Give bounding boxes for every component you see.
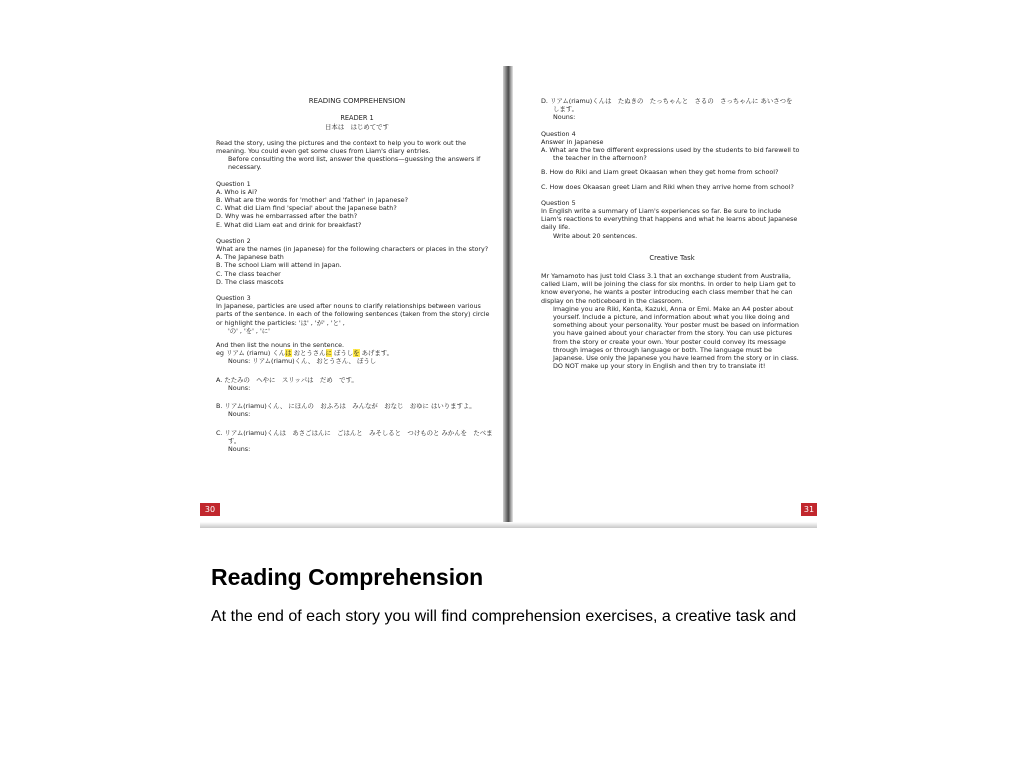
- question-2-item: C. The class teacher: [216, 269, 281, 278]
- question-1-item: C. What did Liam find 'special' about the Japanese bath?: [216, 204, 397, 213]
- sentence-a-nouns: Nouns:: [228, 383, 251, 392]
- question-4-item: C. How does Okaasan greet Liam and Riki when they arrive home from school?: [541, 182, 794, 191]
- sentence-d-nouns: Nouns:: [553, 113, 576, 122]
- page-number-right: 31: [801, 503, 817, 516]
- question-4: [541, 130, 803, 191]
- creative-task-title: Creative Task: [649, 253, 695, 262]
- sentence-c-nouns: Nouns:: [228, 444, 251, 453]
- question-5-title: Question 5: [541, 198, 576, 207]
- example-mid: おとうさん: [291, 349, 326, 358]
- left-page: [216, 66, 498, 528]
- question-1-item: D. Why was he embarrassed after the bath?: [216, 212, 358, 221]
- question-5-text: In English write a summary of Liam's experiences so far. Be sure to include Liam's reactions to everything that happens and what he learns about Japanese daily life.: [541, 207, 798, 232]
- question-3-prompt: In Japanese, particles are used after nouns to clarify relationships between various parts of the sentence. In each of the following sentences (taken from the story) circle or highlight the particles: 'は' , 'が' , 'と' ,: [216, 302, 490, 327]
- left-page-heading: READING COMPREHENSION: [308, 97, 406, 105]
- creative-task-paragraph-2: Imagine you are Riki, Kenta, Kazuki, Anna or Emi. Make an A4 poster about yourself. Include a picture, and information about what you like doing and something about your personality. Your poster must be based on information you have gained about your character from the story. You can use pictures from the story or create your own. Your poster could convey its message through images or through language or both. The language must be Japanese. Use only the Japanese you have learned from the story or in class. DO NOT make up your story in English and then try to translate it!: [553, 304, 799, 371]
- question-3-then: And then list the nouns in the sentence.: [216, 341, 345, 350]
- question-2-item: A. The Japanese bath: [216, 253, 284, 262]
- example-prefix: eg リアム (riamu) くん: [216, 349, 286, 358]
- question-5-text-2: Write about 20 sentences.: [553, 231, 638, 240]
- question-5: [541, 199, 803, 240]
- reader-subtitle: 日本は はじめてです: [325, 122, 389, 131]
- question-2-item: B. The school Liam will attend in Japan.: [216, 261, 342, 270]
- intro-text: Read the story, using the pictures and the context to help you to work out the meaning. You could even get some clues from Liam's diary entries.: [216, 138, 467, 156]
- question-4-subtitle: Answer in Japanese: [541, 137, 604, 146]
- question-2-prompt: What are the names (in Japanese) for the following characters or places in the story?: [216, 245, 489, 254]
- question-3-title: Question 3: [216, 294, 251, 303]
- reader-title: READER 1: [340, 114, 374, 123]
- slide-body-text: At the end of each story you will find comprehension exercises, a creative task and: [211, 608, 797, 625]
- question-1-item: A. Who is Ai?: [216, 187, 258, 196]
- highlighted-particle: を: [353, 349, 360, 358]
- book-spread-image: [200, 66, 817, 528]
- question-3-prompt-particles: 'の' , 'を' , 'に': [228, 326, 270, 335]
- right-page: [541, 66, 803, 528]
- highlighted-particle: は: [285, 349, 292, 358]
- question-2-title: Question 2: [216, 236, 251, 245]
- sentence-b: B. リアム(riamu)くん、 にほんの おふろは みんなが おなじ おゆに はいりますよ。: [216, 402, 476, 411]
- example-nouns: Nouns: リアム(riamu)くん、 おとうさん、 ぼうし: [228, 357, 377, 366]
- slide-title: Reading Comprehension: [211, 564, 484, 590]
- question-4-item: B. How do Riki and Liam greet Okaasan when they get home from school?: [541, 168, 779, 177]
- book-bottom-shadow: [200, 522, 817, 528]
- question-3: [216, 294, 498, 453]
- sentence-a: A. たたみの へやに スリッパは だめ です。: [216, 375, 358, 384]
- highlighted-particle: に: [325, 349, 332, 358]
- intro-block: [216, 139, 498, 172]
- question-1-item: E. What did Liam eat and drink for breakfast?: [216, 220, 362, 229]
- intro-text-2: Before consulting the word list, answer the questions—guessing the answers if necessary.: [228, 155, 481, 172]
- sentence-b-nouns: Nouns:: [228, 410, 251, 419]
- question-1-item: B. What are the words for 'mother' and 'father' in Japanese?: [216, 196, 408, 205]
- question-1-title: Question 1: [216, 179, 251, 188]
- question-4-title: Question 4: [541, 129, 576, 138]
- book-spine: [503, 66, 513, 528]
- sentence-c: C. リアム(riamu)くんは あさごはんに ごはんと みそしると つけものと みかんを たべます。: [216, 428, 493, 445]
- page-number-left: 30: [200, 503, 220, 516]
- creative-task-paragraph: Mr Yamamoto has just told Class 3.1 that an exchange student from Australia, called Liam, will be joining the class for six months. In order to help Liam get to know everyone, he wants a poster introducing each class member that he can display on the noticeboard in the classroom.: [541, 272, 796, 305]
- question-1: [216, 180, 498, 229]
- question-4-item: A. What are the two different expressions used by the students to bid farewell to the teacher in the afternoon?: [541, 146, 800, 163]
- sentence-d: D. リアム(riamu)くんは たぬきの たっちゃんと さるの さっちゃんに あいさつを します。: [541, 97, 799, 114]
- question-2-item: D. The class mascots: [216, 277, 284, 286]
- example-mid-2: ぼうし: [331, 349, 354, 358]
- example-end: あげます。: [359, 349, 394, 358]
- question-2: [216, 237, 498, 286]
